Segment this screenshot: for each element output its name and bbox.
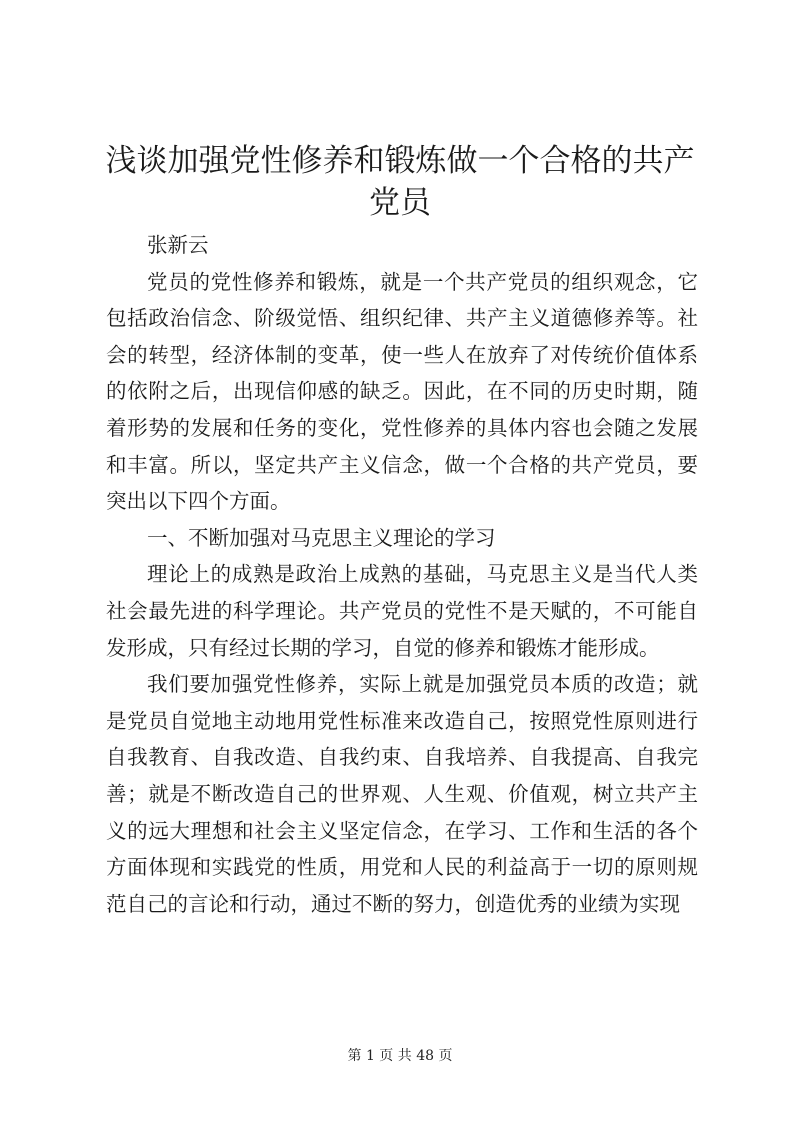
section-heading-1: 一、不断加强对马克思主义理论的学习	[147, 525, 496, 550]
paragraph-theory: 理论上的成熟是政治上成熟的基础，马克思主义是当代人类社会最先进的科学理论。共产党员的党性不是天赋的，不可能自发形成，只有经过长期的学习，自觉的修养和锻炼才能形成。	[106, 562, 698, 660]
document-body	[106, 227, 698, 922]
paragraph-cultivation: 我们要加强党性修养，实际上就是加强党员本质的改造；就是党员自觉地主动地用党性标准来改造自己，按照党性原则进行自我教育、自我改造、自我约束、自我培养、自我提高、自我完善；就是不断改造自己的世界观、人生观、价值观，树立共产主义的远大理想和社会主义坚定信念，在学习、工作和生活的各个方面体现和实践党的性质，用党和人民的利益高于一切的原则规范自己的言论和行动，通过不断的努力，创造优秀的业绩为实现	[106, 672, 698, 916]
paragraph-intro: 党员的党性修养和锻炼，就是一个共产党员的组织观念，它包括政治信念、阶级觉悟、组织纪律、共产主义道德修养等。社会的转型，经济体制的变革，使一些人在放弃了对传统价值体系的依附之后，出现信仰感的缺乏。因此，在不同的历史时期，随着形势的发展和任务的变化，党性修养的具体内容也会随之发展和丰富。所以，坚定共产主义信念，做一个合格的共产党员，要突出以下四个方面。	[106, 269, 698, 514]
document-title: 浅谈加强党性修养和锻炼做一个合格的共产党员	[105, 143, 695, 221]
page-number-footer: 第 1 页 共 48 页	[347, 1048, 453, 1064]
author-line: 张新云	[147, 233, 209, 257]
